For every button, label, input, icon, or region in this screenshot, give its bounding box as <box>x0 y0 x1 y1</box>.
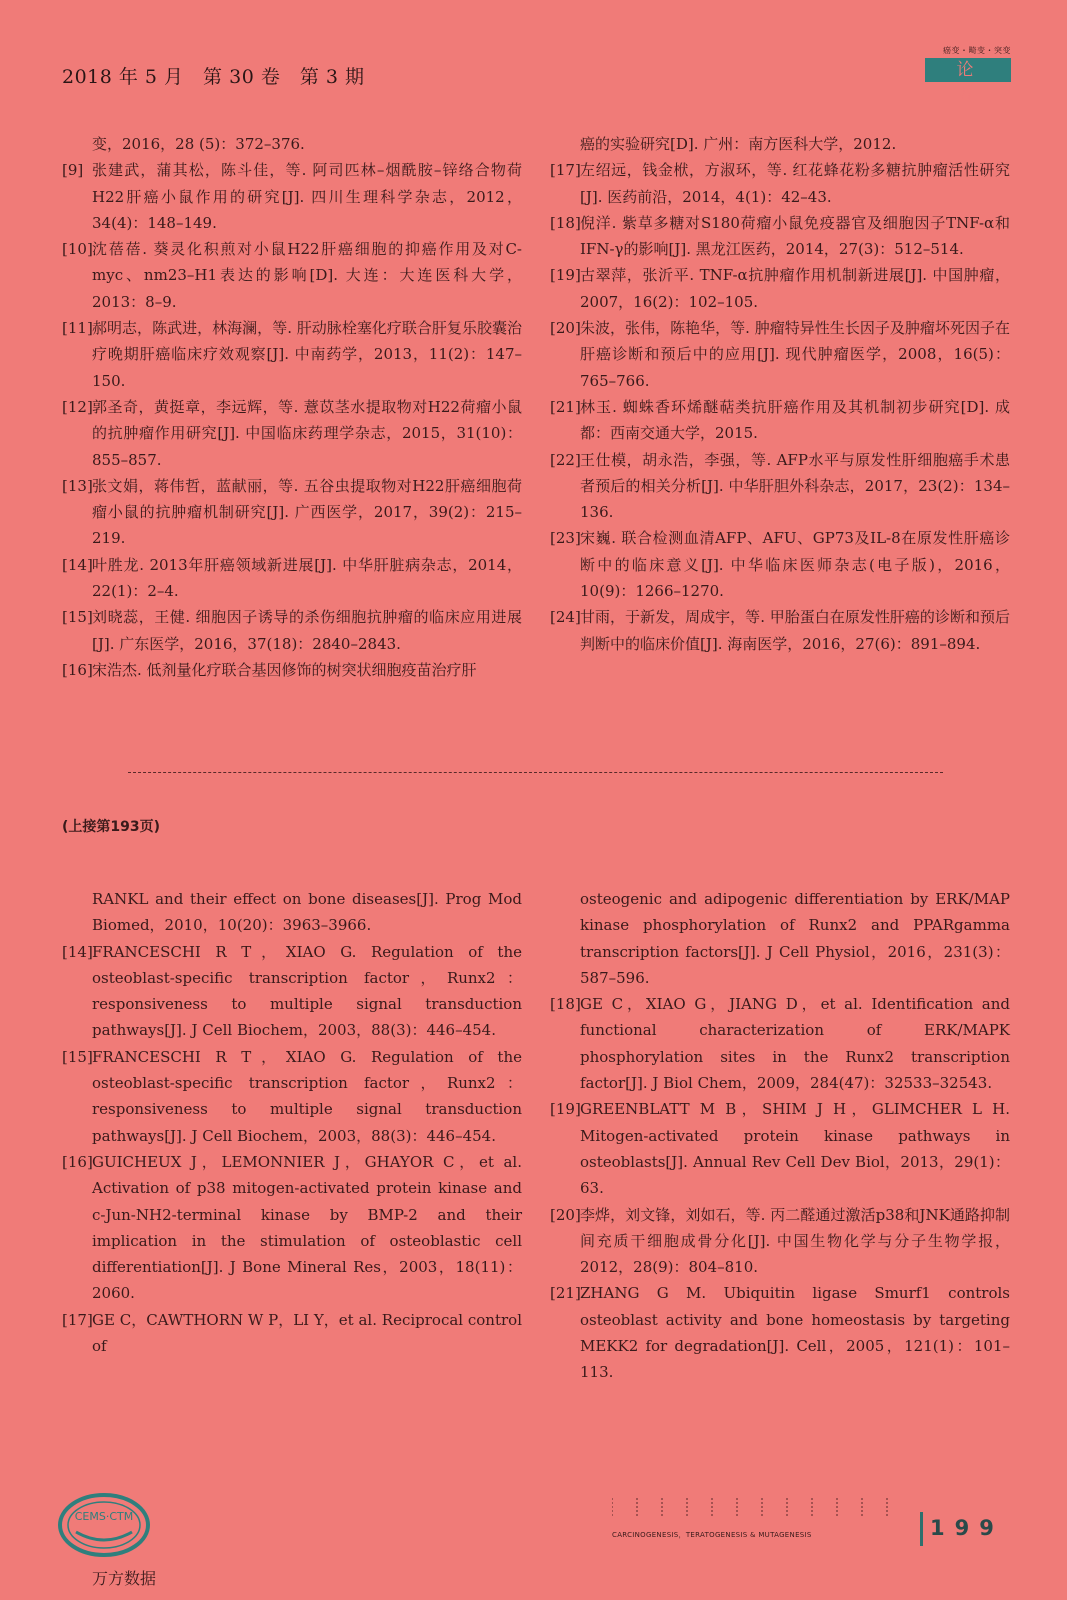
watermark-text: 万方数据 <box>92 1569 157 1588</box>
reference-item <box>550 604 1010 657</box>
reference-text: GUICHEUX J，LEMONNIER J，GHAYOR C，et al. Activation of p38 mitogen-activated protein kinase and c-Jun-NH2-terminal kinase by BMP-2 and their implication in the stimulation of osteoblastic cell differentiation[J]. J Bone Mineral Res，2003，18(11)：2060. <box>92 1152 522 1303</box>
references-top-right <box>550 131 1010 657</box>
reference-item <box>550 447 1010 526</box>
reference-text: GE C，XIAO G，JIANG D，et al. Identification and functional characterization of ERK/MAPK phosphorylation sites in the Runx2 transcription factor[J]. J Biol Chem，2009，284(47)：32533–32543. <box>580 995 1010 1093</box>
reference-continuation: RANKL and their effect on bone diseases[J]. Prog Mod Biomed，2010，10(20)：3963–3966. <box>92 890 522 935</box>
society-logo-icon <box>54 1490 154 1560</box>
reference-item <box>62 157 522 236</box>
reference-number: [14] <box>62 942 93 961</box>
reference-number: [14] <box>62 555 93 574</box>
reference-number: [21] <box>550 397 581 416</box>
reference-number: [16] <box>62 660 93 679</box>
journal-brand-small: 癌变・畸变・突变 <box>943 46 1011 55</box>
reference-text: 张建武，蒲其松，陈斗佳，等. 阿司匹林–烟酰胺–锌络合物荷H22肝癌小鼠作用的研究[J]. 四川生理科学杂志，2012，34(4)：148–149. <box>92 161 522 232</box>
reference-number: [19] <box>550 266 581 285</box>
reference-text: 宋浩杰. 低剂量化疗联合基因修饰的树突状细胞疫苗治疗肝 <box>92 660 477 679</box>
reference-number: [15] <box>62 608 93 627</box>
reference-text: 林玉. 蜘蛛香环烯醚萜类抗肝癌作用及其机制初步研究[D]. 成都：西南交通大学，2015. <box>580 397 1010 443</box>
reference-text: 王仕模，胡永浩，李强，等. AFP水平与原发性肝细胞癌手术患者预后的相关分析[J]. 中华肝胆外科杂志，2017，23(2)：134–136. <box>580 450 1010 522</box>
reference-item <box>550 525 1010 604</box>
reference-number: [20] <box>550 319 581 338</box>
reference-text: GREENBLATT M B，SHIM J H，GLIMCHER L H. Mitogen-activated protein kinase pathways in osteoblasts[J]. Annual Rev Cell Dev Biol，2013，29(1)：63. <box>580 1100 1010 1198</box>
reference-number: [16] <box>62 1152 93 1171</box>
reference-number: [18] <box>550 213 581 232</box>
reference-text: 沈蓓蓓. 葵灵化积煎对小鼠H22肝癌细胞的抑癌作用及对C-myc、nm23–H1表达的影响[D]. 大连：大连医科大学，2013：8–9. <box>92 240 522 311</box>
reference-text: 宋巍. 联合检测血清AFP、AFU、GP73及IL-8在原发性肝癌诊断中的临床意义[J]. 中华临床医师杂志(电子版)，2016，10(9)：1266–1270. <box>580 529 1010 601</box>
reference-item <box>550 157 1010 210</box>
journal-name-footer: CARCINOGENESIS，TERATOGENESIS & MUTAGENESIS <box>612 1531 812 1539</box>
reference-item <box>550 1202 1010 1281</box>
reference-item <box>62 1307 522 1360</box>
reference-text: 张文娟，蒋伟哲，蓝献丽，等. 五谷虫提取物对H22肝癌细胞荷瘤小鼠的抗肿瘤机制研究[J]. 广西医学，2017，39(2)：215–219. <box>92 476 522 548</box>
reference-number: [18] <box>550 995 581 1014</box>
reference-text: 古翠萍，张沂平. TNF-α抗肿瘤作用机制新进展[J]. 中国肿瘤，2007，16(2)：102–105. <box>580 266 1010 311</box>
reference-item <box>62 552 522 605</box>
reference-item <box>62 604 522 657</box>
reference-continuation: 变，2016，28 (5)：372–376. <box>92 135 305 153</box>
reference-item <box>550 991 1010 1096</box>
reference-text: GE C，CAWTHORN W P，LI Y，et al. Reciprocal control of <box>92 1310 522 1356</box>
references-top-left <box>62 131 522 683</box>
reference-item <box>62 1149 522 1307</box>
footer-ticks <box>612 1498 912 1516</box>
reference-continuation: 癌的实验研究[D]. 广州：南方医科大学，2012. <box>580 135 897 153</box>
reference-item <box>550 262 1010 315</box>
reference-item <box>62 657 522 683</box>
logo-text: CEMS·CTM <box>74 1510 134 1523</box>
reference-item <box>62 939 522 1044</box>
reference-text: FRANCESCHI R T，XIAO G. Regulation of the osteoblast-specific transcription factor，Runx2：responsiveness to multiple signal transduction pathways[J]. J Cell Biochem，2003，88(3)：446–454. <box>92 1047 522 1145</box>
references-bottom-left <box>62 886 522 1359</box>
reference-text: 叶胜龙. 2013年肝癌领域新进展[J]. 中华肝脏病杂志，2014，22(1)：2–4. <box>92 555 522 601</box>
reference-item <box>62 1044 522 1149</box>
reference-text: ZHANG G M. Ubiquitin ligase Smurf1 controls osteoblast activity and bone homeostasis by targeting MEKK2 for degradation[J]. Cell，2005，121(1)：101–113. <box>580 1284 1010 1382</box>
reference-text: 郝明志，陈武进，林海澜，等. 肝动脉栓塞化疗联合肝复乐胶囊治疗晚期肝癌临床疗效观察[J]. 中南药学，2013，11(2)：147–150. <box>92 319 522 390</box>
reference-number: [23] <box>550 529 581 548</box>
reference-text: FRANCESCHI R T，XIAO G. Regulation of the osteoblast-specific transcription factor，Runx2：responsiveness to multiple signal transduction pathways[J]. J Cell Biochem，2003，88(3)：446–454. <box>92 942 522 1040</box>
reference-number: [17] <box>550 161 581 180</box>
reference-item <box>550 1096 1010 1201</box>
reference-text: 朱波，张伟，陈艳华，等. 肿瘤特异性生长因子及肿瘤坏死因子在肝癌诊断和预后中的应用[J]. 现代肿瘤医学，2008，16(5)：765–766. <box>580 319 1010 390</box>
journal-issue: 2018 年 5 月 第 30 卷 第 3 期 <box>62 66 365 88</box>
reference-number: [24] <box>550 608 581 627</box>
reference-number: [10] <box>62 240 93 259</box>
section-divider <box>128 772 943 773</box>
reference-text: 郭圣奇，黄挺章，李远辉，等. 薏苡茎水提取物对H22荷瘤小鼠的抗肿瘤作用研究[J]. 中国临床药理学杂志，2015，31(10)：855–857. <box>92 397 522 469</box>
reference-number: [17] <box>62 1310 93 1329</box>
reference-item <box>62 236 522 315</box>
reference-number: [12] <box>62 397 93 416</box>
reference-number: [11] <box>62 319 93 338</box>
reference-text: 左绍远，钱金栿，方淑环，等. 红花蜂花粉多糖抗肿瘤活性研究[J]. 医药前沿，2014，4(1)：42–43. <box>580 161 1010 206</box>
reference-number: [13] <box>62 476 93 495</box>
reference-number: [22] <box>550 450 581 469</box>
section-brand <box>925 44 1011 104</box>
page-number: 199 <box>930 1516 1004 1540</box>
reference-number: [15] <box>62 1047 93 1066</box>
reference-text: 倪洋. 紫草多糖对S180荷瘤小鼠免疫器官及细胞因子TNF-α和IFN-γ的影响[J]. 黑龙江医药，2014，27(3)：512–514. <box>580 213 1010 259</box>
reference-item <box>62 315 522 394</box>
reference-number: [20] <box>550 1205 581 1224</box>
reference-item <box>550 1280 1010 1385</box>
reference-item <box>550 315 1010 394</box>
reference-text: 刘晓蕊，王健. 细胞因子诱导的杀伤细胞抗肿瘤的临床应用进展[J]. 广东医学，2016，37(18)：2840–2843. <box>92 608 522 653</box>
section-tag: 论 著 <box>925 58 1011 82</box>
reference-continuation: osteogenic and adipogenic differentiation by ERK/MAP kinase phosphorylation of Runx2 and PPARgamma transcription factors[J]. J Cell Physiol，2016，231(3)：587–596. <box>580 890 1010 987</box>
reference-number: [21] <box>550 1284 581 1303</box>
reference-number: [9] <box>62 161 84 180</box>
references-bottom-right <box>550 886 1010 1386</box>
reference-text: 李烨，刘文锋，刘如石，等. 丙二醛通过激活p38和JNK通路抑制间充质干细胞成骨分化[J]. 中国生物化学与分子生物学报，2012，28(9)：804–810. <box>580 1205 1010 1277</box>
reference-text: 甘雨，于新发，周成宇，等. 甲胎蛋白在原发性肝癌的诊断和预后判断中的临床价值[J]. 海南医学，2016，27(6)：891–894. <box>580 608 1010 653</box>
page-number-bar <box>920 1512 923 1546</box>
continued-from-label: (上接第193页) <box>62 819 161 835</box>
reference-item <box>62 473 522 552</box>
reference-number: [19] <box>550 1100 581 1119</box>
reference-item <box>550 210 1010 263</box>
reference-item <box>62 394 522 473</box>
reference-item <box>550 394 1010 447</box>
